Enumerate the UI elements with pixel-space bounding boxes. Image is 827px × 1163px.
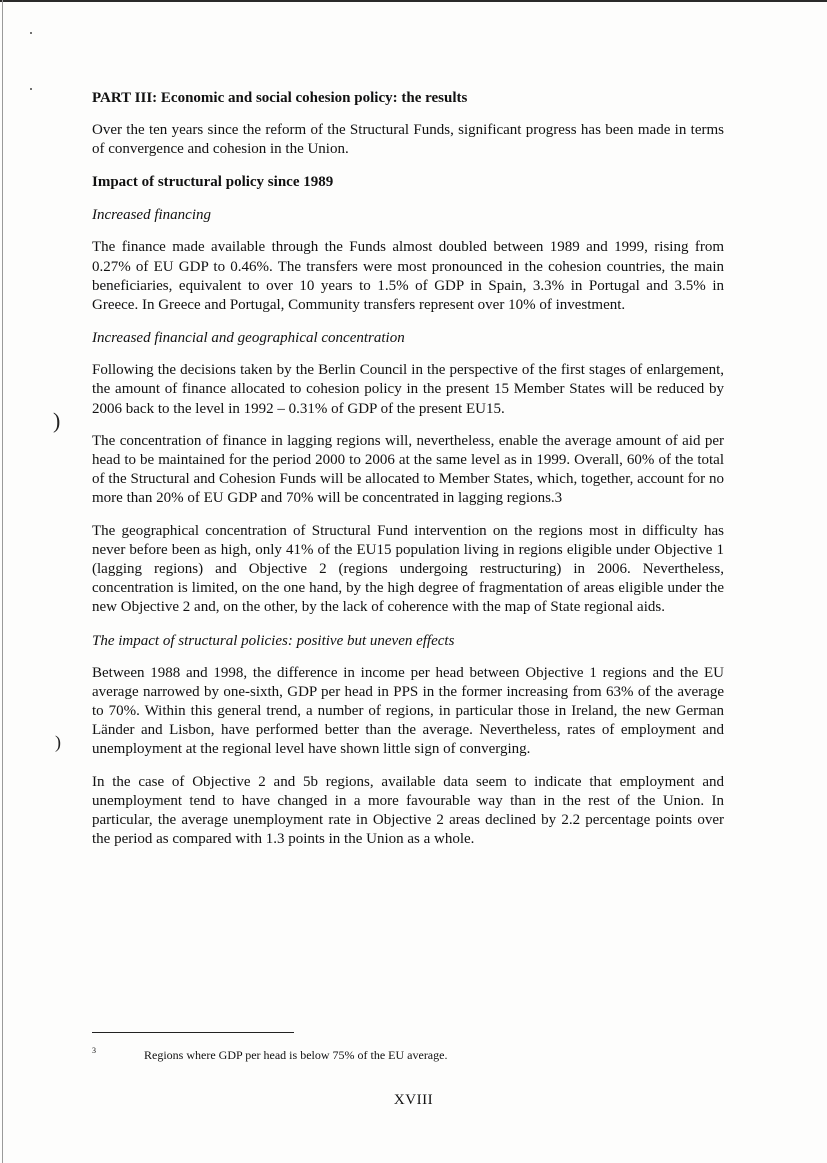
paragraph: Between 1988 and 1998, the difference in income per head between Objective 1 regions and the EU average narrowed by one-sixth, GDP per head in PPS in the former increasing from 63% of the average to 70%. Within this general trend, a number of regions, in particular those in Ireland, the new German Länder and Lisbon, have performed better than the average. Nevertheless, rates of employment and unemployment at the regional level have shown little sign of converging. (92, 664, 724, 758)
footnote-marker: 3 (92, 1046, 96, 1055)
page-number: XVIII (393, 1092, 434, 1108)
document-body (92, 88, 724, 862)
left-edge (2, 0, 3, 1163)
subsection-heading: The impact of structural policies: positive but uneven effects (92, 632, 455, 649)
top-border (0, 0, 827, 2)
intro-paragraph: Over the ten years since the reform of the Structural Funds, significant progress has been made in terms of convergence and cohesion in the Union. (92, 122, 724, 158)
margin-mark: ) (55, 732, 61, 752)
page-title: PART III: Economic and social cohesion policy: the results (92, 90, 468, 106)
paragraph: The geographical concentration of Structural Fund intervention on the regions most in difficulty has never before been as high, only 41% of the EU15 population living in regions eligible under Objective 1 (lagging regions) and Objective 2 (regions undergoing restructuring) in 2006. Nevertheless, concentration is limited, on the one hand, by the high degree of fragmentation of areas eligible under the new Objective 2 and, on the other, by the lack of coherence with the map of State regional aids. (92, 522, 724, 616)
paragraph: The concentration of finance in lagging regions will, nevertheless, enable the average amount of aid per head to be maintained for the period 2000 to 2006 at the same level as in 1999. Overall, 60% of the total of the Structural and Cohesion Funds will be allocated to Member States, which, together, account for no more than 20% of EU GDP and 70% will be concentrated in lagging regions.3 (92, 432, 724, 507)
paragraph: In the case of Objective 2 and 5b regions, available data seem to indicate that employment and unemployment tend to have changed in a more favourable way than in the rest of the Union. In particular, the average unemployment rate in Objective 2 areas declined by 2.2 percentage points over the period as compared with 1.3 points in the Union as a whole. (92, 773, 724, 848)
footnote-separator (92, 1032, 294, 1033)
subsection-heading: Increased financial and geographical concentration (92, 330, 405, 347)
scan-speck (30, 88, 32, 90)
scan-speck (30, 32, 32, 34)
paragraph: Following the decisions taken by the Berlin Council in the perspective of the first stages of enlargement, the amount of finance allocated to cohesion policy in the present 15 Member States will be reduced by 2006 back to the level in 1992 – 0.31% of GDP of the present EU15. (92, 362, 724, 417)
section-heading: Impact of structural policy since 1989 (92, 174, 334, 191)
paragraph: The finance made available through the Funds almost doubled between 1989 and 1999, rising from 0.27% of EU GDP to 0.46%. The transfers were most pronounced in the cohesion countries, the main beneficiaries, equivalent to over 10 years to 1.5% of GDP in Spain, 3.3% in Portugal and 3.5% in Greece. In Greece and Portugal, Community transfers represent over 10% of investment. (92, 239, 724, 314)
subsection-heading: Increased financing (92, 207, 211, 224)
footnote-text: Regions where GDP per head is below 75% of the EU average. (144, 1048, 448, 1062)
margin-mark: ) (53, 408, 61, 433)
